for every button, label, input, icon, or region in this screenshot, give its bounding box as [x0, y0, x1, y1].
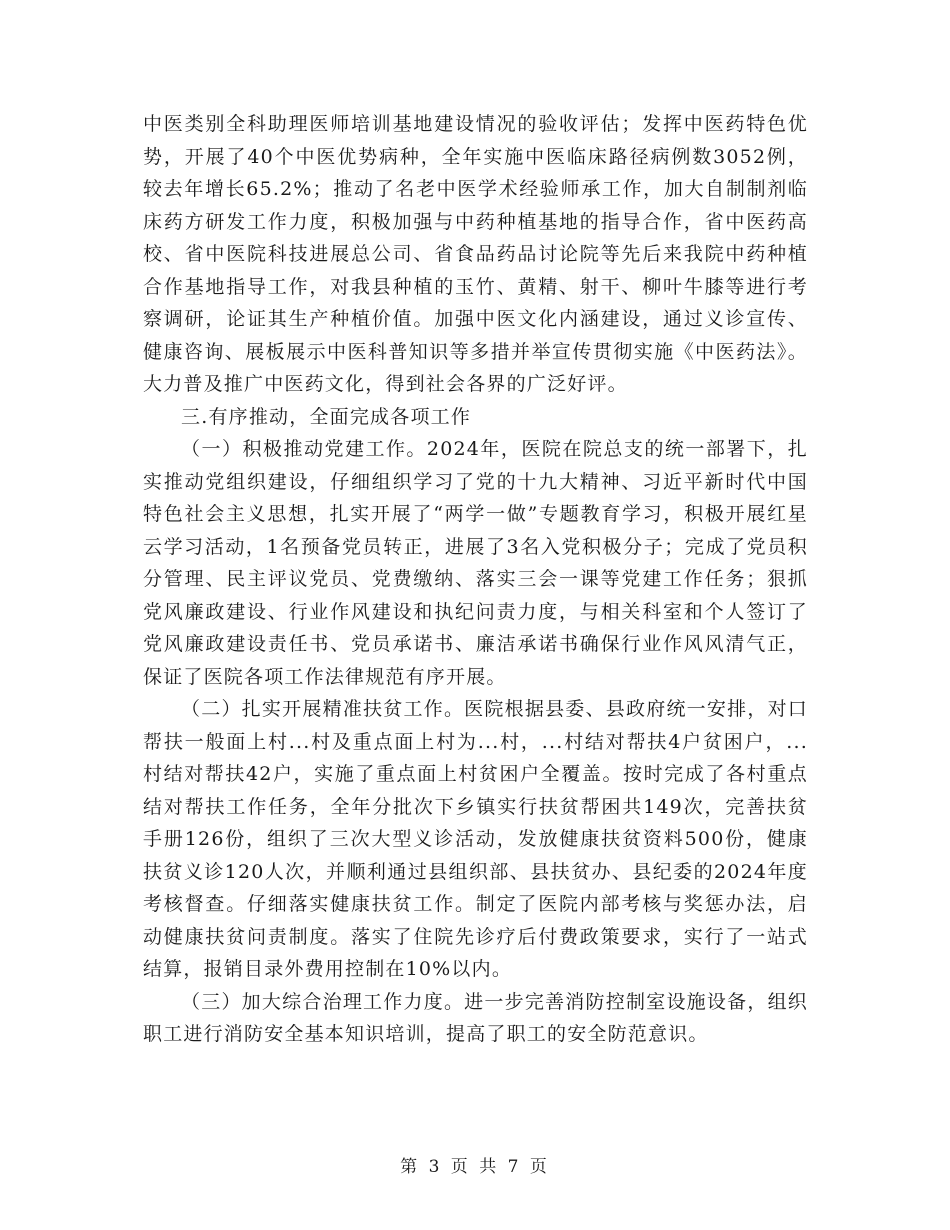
document-body — [143, 108, 808, 1051]
paragraph-tcm-development: 中医类别全科助理医师培训基地建设情况的验收评估；发挥中医药特色优势，开展了40个中医优势病种，全年实施中医临床路径病例数3052例，较去年增长65.2%；推动了名老中医学术经验师承工作，加大自制制剂临床药方研发工作力度，积极加强与中药种植基地的指导合作，省中医药高校、省中医院科技进展总公司、省食品药品讨论院等先后来我院中药种植合作基地指导工作，对我县种植的玉竹、黄精、射干、柳叶牛膝等进行考察调研，论证其生产种植价值。加强中医文化内涵建设，通过义诊宣传、健康咨询、展板展示中医科普知识等多措并举宣传贯彻实施《中医药法》。大力普及推广中医药文化，得到社会各界的广泛好评。 — [143, 113, 808, 395]
section-heading-orderly-progress: 三.有序推动，全面完成各项工作 — [181, 405, 472, 428]
paragraph-party-building: （一）积极推动党建工作。2024年，医院在院总支的统一部署下，扎实推动党组织建设，仔细组织学习了党的十九大精神、习近平新时代中国特色社会主义思想，扎实开展了“两学一做”专题教育学习，积极开展红星云学习活动，1名预备党员转正，进展了3名入党积极分子；完成了党员积分管理、民主评议党员、党费缴纳、落实三会一课等党建工作任务；狠抓党风廉政建设、行业作风建设和执纪问责力度，与相关科室和个人签订了党风廉政建设责任书、党员承诺书、廉洁承诺书确保行业作风风清气正，保证了医院各项工作法律规范有序开展。 — [143, 438, 808, 688]
page-number-footer: 第 3 页 共 7 页 — [400, 1157, 550, 1177]
paragraph-poverty-alleviation: （二）扎实开展精准扶贫工作。医院根据县委、县政府统一安排，对口帮扶一般面上村...村及重点面上村为...村，...村结对帮扶4户贫困户，...村结对帮扶42户，实施了重点面上村贫困户全覆盖。按时完成了各村重点结对帮扶工作任务，全年分批次下乡镇实行扶贫帮困共149次，完善扶贫手册126份，组织了三次大型义诊活动，发放健康扶贫资料500份，健康扶贫义诊120人次，并顺利通过县组织部、县扶贫办、县纪委的2024年度考核督查。仔细落实健康扶贫工作。制定了医院内部考核与奖惩办法，启动健康扶贫问责制度。落实了住院先诊疗后付费政策要求，实行了一站式结算，报销目录外费用控制在10%以内。 — [143, 698, 808, 980]
paragraph-comprehensive-governance: （三）加大综合治理工作力度。进一步完善消防控制室设施设备，组织职工进行消防安全基本知识培训，提高了职工的安全防范意识。 — [143, 990, 808, 1045]
